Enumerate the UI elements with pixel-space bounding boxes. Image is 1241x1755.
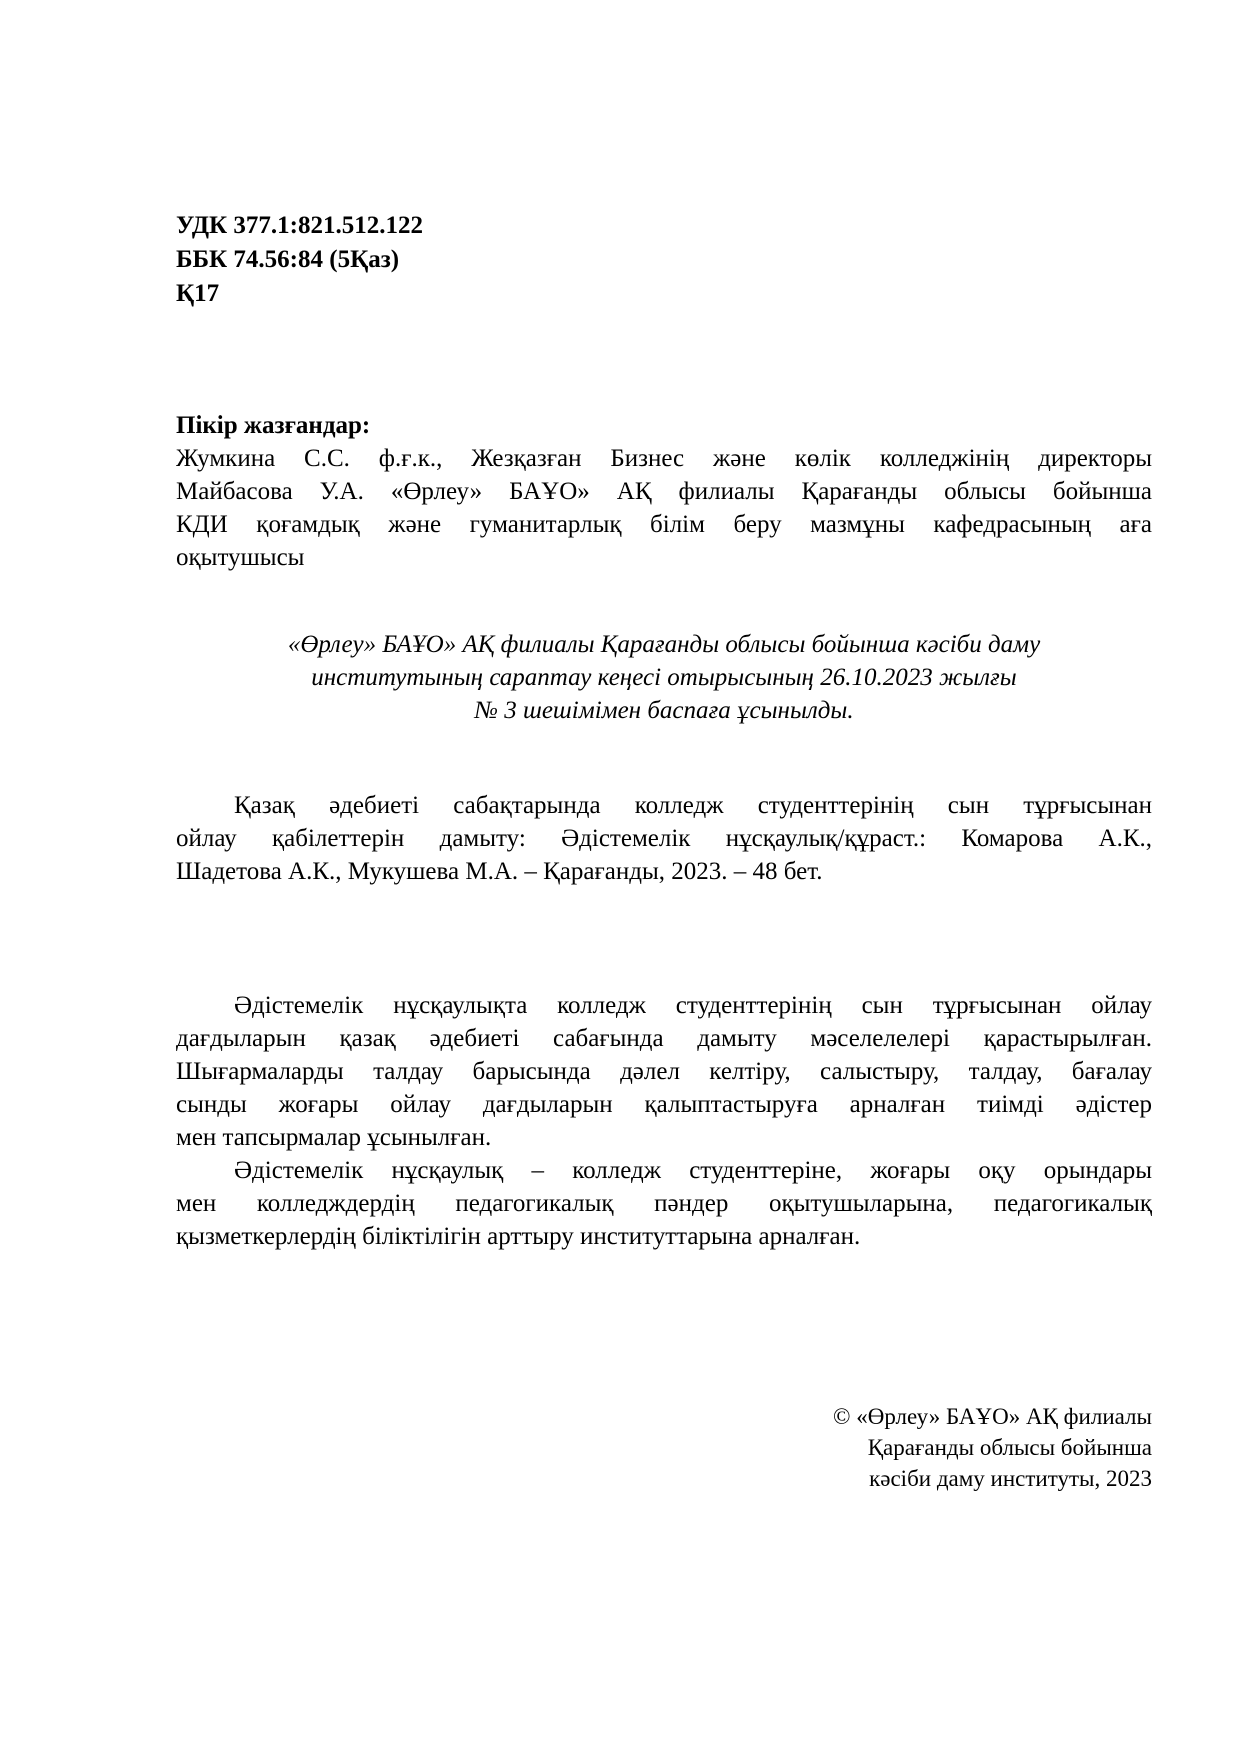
abstract-section (176, 989, 1152, 1253)
abstract-line: Шығармаларды талдау барысында дәлел келтіру, салыстыру, талдау, бағалау (176, 1058, 1152, 1085)
lbc-code: ББК 74.56:84 (5Қаз) (176, 246, 400, 273)
copyright-line: © «Өрлеу» БАҰО» АҚ филиалы (833, 1404, 1152, 1429)
citation-line: ойлау қабілеттерін дамыту: Әдістемелік нұсқаулық/құраст.: Комарова А.К., (176, 825, 1152, 852)
approval-line: институтының сараптау кеңесі отырысының 26.10.2023 жылғы (311, 664, 1017, 691)
udc-code: УДК 377.1:821.512.122 (176, 212, 423, 239)
abstract-line: Әдістемелік нұсқаулықта колледж студенттерінің сын тұрғысынан ойлау (234, 992, 1152, 1019)
reviewer-line: оқытушысы (176, 544, 305, 571)
author-mark: Қ17 (176, 280, 220, 307)
approval-line: «Өрлеу» БАҰО» АҚ филиалы Қарағанды облысы бойынша кәсіби даму (287, 631, 1041, 658)
abstract-line: мен тапсырмалар ұсынылған. (176, 1124, 492, 1151)
abstract-line: сынды жоғары ойлау дағдыларын қалыптастыруға арналған тиімді әдістер (176, 1091, 1152, 1118)
reviewers-section (176, 409, 1152, 574)
approval-line: № 3 шешімімен баспаға ұсынылды. (474, 697, 854, 724)
abstract-line: мен колледждердің педагогикалық пәндер оқытушыларына, педагогикалық (176, 1190, 1152, 1217)
abstract-line: Әдістемелік нұсқаулық – колледж студенттеріне, жоғары оқу орындары (234, 1157, 1152, 1184)
citation-line: Шадетова А.К., Мукушева М.А. – Қарағанды, 2023. – 48 бет. (176, 858, 823, 885)
citation-line: Қазақ әдебиеті сабақтарында колледж студенттерінің сын тұрғысынан (234, 792, 1152, 819)
copyright-line: Қарағанды облысы бойынша (867, 1435, 1152, 1460)
abstract-line: дағдыларын қазақ әдебиеті сабағында дамыту мәселелелері қарастырылған. (176, 1025, 1152, 1052)
reviewer-line: Майбасова У.А. «Өрлеу» БАҰО» АҚ филиалы Қарағанды облысы бойынша (176, 478, 1152, 505)
reviewer-line: Жумкина С.С. ф.ғ.к., Жезқазған Бизнес және көлік колледжінің директоры (176, 445, 1152, 472)
reviewer-line: КДИ қоғамдық және гуманитарлық білім беру мазмұны кафедрасының аға (176, 511, 1152, 538)
abstract-line: қызметкерлердің біліктілігін арттыру институттарына арналған. (176, 1223, 861, 1250)
copyright-line: кәсіби даму институты, 2023 (869, 1466, 1152, 1491)
publication-approval (176, 628, 1152, 727)
bibliographic-citation (176, 789, 1152, 888)
classification-codes (176, 209, 1152, 311)
copyright-notice (833, 1401, 1152, 1494)
reviewers-heading: Пікір жазғандар: (176, 412, 371, 439)
